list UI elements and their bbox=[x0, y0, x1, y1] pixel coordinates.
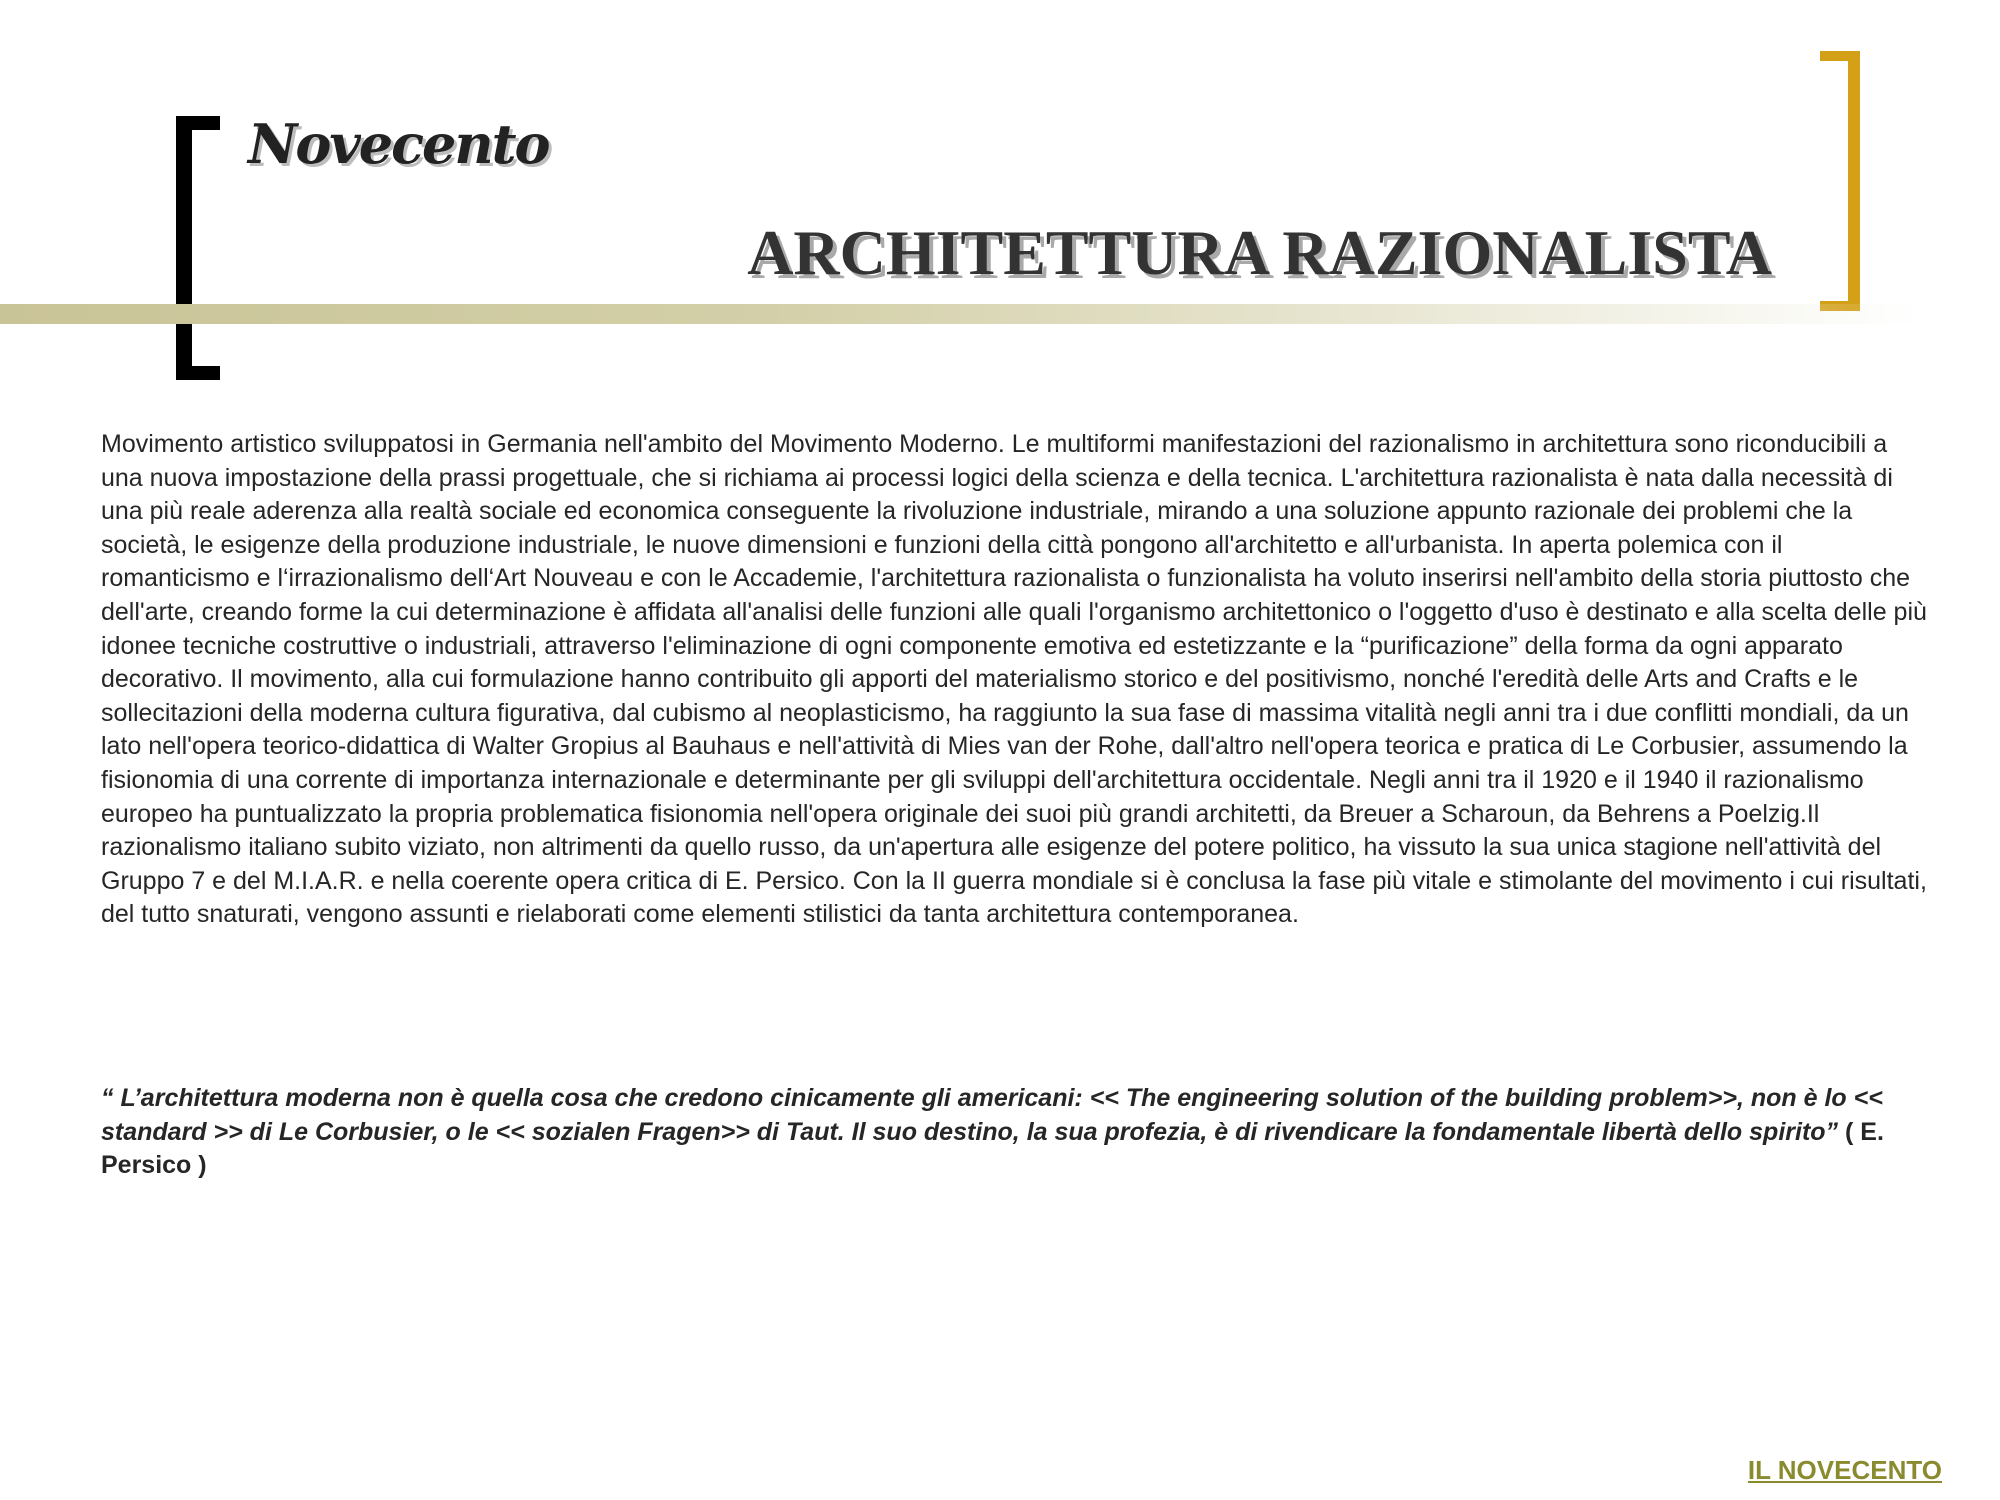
title-underline-bar bbox=[0, 304, 1920, 324]
left-bracket-decoration bbox=[176, 116, 220, 380]
quote-block bbox=[101, 1082, 1951, 1183]
il-novecento-link[interactable]: IL NOVECENTO bbox=[1747, 1455, 1942, 1485]
section-kicker: Novecento bbox=[248, 112, 549, 176]
quote-attribution: ( E. Persico ) bbox=[101, 1117, 1884, 1180]
quote-text: “ L’architettura moderna non è quella cosa che credono cinicamente gli americani: << The engineering solution of the building problem>>, non è lo << standard >> di Le Corbusier, o le << sozialen Fragen>> di Taut. Il suo destino, la sua profezia, è di rivendicare la fondamentale libertà dello spirito” bbox=[101, 1084, 1883, 1146]
page-title: ARCHITETTURA RAZIONALISTA bbox=[747, 217, 1772, 288]
body-paragraph: Movimento artistico sviluppatosi in Germania nell'ambito del Movimento Moderno. Le multiformi manifestazioni del razionalismo in architettura sono riconducibili a una nuova impostazione della prassi progettuale, che si richiama ai processi logici della scienza e della tecnica. L'architettura razionalista è nata dalla necessità di una più reale aderenza alla realtà sociale ed economica conseguente la rivoluzione industriale, mirando a una soluzione appunto razionale dei problemi che la società, le esigenze della produzione industriale, le nuove dimensioni e funzioni della città pongono all'architetto e all'urbanista. In aperta polemica con il romanticismo e l‘irrazionalismo dell‘Art Nouveau e con le Accademie, l'architettura razionalista o funzionalista ha voluto inserirsi nell'ambito della storia piuttosto che dell'arte, creando forme la cui determinazione è affidata all'analisi delle funzioni alle quali l'organismo architettonico o l'oggetto d'uso è destinato e alla scelta delle più idonee tecniche costruttive o industriali, attraverso l'eliminazione di ogni componente emotiva ed estetizzante e la “purificazione” della forma da ogni apparato decorativo. Il movimento, alla cui formulazione hanno contribuito gli apporti del materialismo storico e del positivismo, nonché l'eredità delle Arts and Crafts e le sollecitazioni della moderna cultura figurativa, dal cubismo al neoplasticismo, ha raggiunto la sua fase di massima vitalità negli anni tra i due conflitti mondiali, da un lato nell'opera teorico-didattica di Walter Gropius al Bauhaus e nell'attività di Mies van der Rohe, dall'altro nell'opera teorica e pratica di Le Corbusier, assumendo la fisionomia di una corrente di importanza internazionale e determinante per gli sviluppi dell'architettura occidentale. Negli anni tra il 1920 e il 1940 il razionalismo europeo ha puntualizzato la propria problematica fisionomia nell'opera originale dei suoi più grandi architetti, da Breuer a Scharoun, da Behrens a Poelzig.Il razionalismo italiano subito viziato, non altrimenti da quello russo, da un'apertura alle esigenze del potere politico, ha vissuto la sua unica stagione nell'attività del Gruppo 7 e del M.I.A.R. e nella coerente opera critica di E. Persico. Con la II guerra mondiale si è conclusa la fase più vitale e stimolante del movimento i cui risultati, del tutto snaturati, vengono assunti e rielaborati come elementi stilistici da tanta architettura contemporanea. bbox=[101, 430, 1927, 929]
right-bracket-decoration bbox=[1820, 51, 1860, 311]
